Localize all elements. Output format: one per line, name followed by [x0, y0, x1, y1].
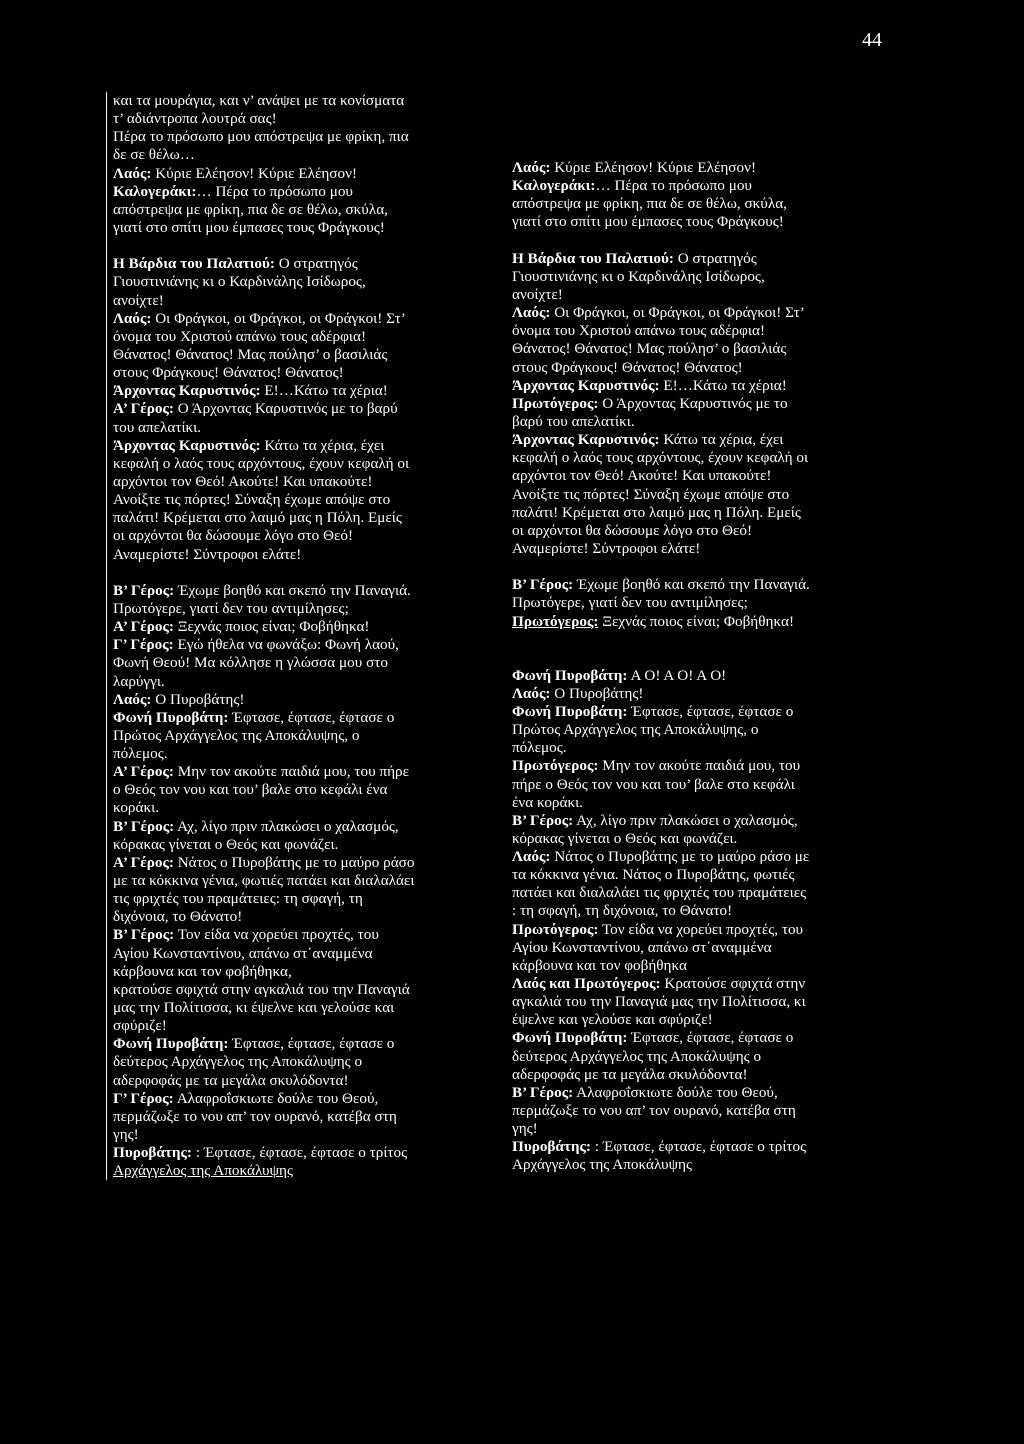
line-text: πόλεμος.	[512, 739, 567, 757]
text-line	[113, 292, 493, 310]
text-line	[113, 165, 493, 183]
line-text: Ο Πυροβάτης!	[151, 690, 245, 708]
speaker-name: Λαός:	[512, 848, 551, 866]
line-text: διχόνοια, το Θάνατο!	[113, 908, 243, 926]
line-text: Ο στρατηγός	[673, 249, 757, 267]
line-text: βαρύ του απελατίκι.	[512, 412, 635, 430]
text-line	[113, 836, 493, 854]
line-text: Α Ο! Α Ο! Α Ο!	[627, 666, 727, 684]
text-line	[512, 413, 892, 431]
text-line	[512, 177, 892, 195]
line-text: γης!	[512, 1120, 538, 1138]
text-line	[512, 993, 892, 1011]
text-line	[113, 382, 493, 400]
text-line	[113, 926, 493, 944]
line-text: μας την Πολίτισσα, κι έψελνε και γελούσε και	[113, 999, 395, 1017]
line-text: τ’ αδιάντροπα λουτρά σας!	[113, 110, 277, 128]
text-line	[113, 255, 493, 273]
speaker-name: Λαός:	[512, 304, 551, 322]
line-text: αδερφοφάς με τα μεγάλα σκυλόδοντα!	[512, 1065, 748, 1083]
line-text: Κρατούσε σφιχτά στην	[660, 975, 806, 993]
text-line	[512, 576, 892, 594]
speaker-name: Λαός:	[512, 684, 551, 702]
text-line	[113, 999, 493, 1017]
text-line	[512, 195, 892, 213]
text-line	[113, 509, 493, 527]
text-line	[113, 219, 493, 237]
speaker-name: Β’ Γέρος:	[113, 581, 175, 599]
text-line	[113, 491, 493, 509]
line-text: κεφαλή ο λαός τους αρχόντους, έχουν κεφαλή οι	[113, 454, 410, 472]
text-line	[113, 981, 493, 999]
line-gap	[512, 631, 892, 667]
text-line	[113, 92, 493, 110]
text-line	[512, 159, 892, 177]
text-line	[113, 872, 493, 890]
line-text: Πρώτος Αρχάγγελος της Αποκάλυψης, ο	[512, 721, 759, 739]
line-text: αδερφοφάς με τα μεγάλα σκυλόδοντα!	[113, 1071, 349, 1089]
text-line	[512, 884, 892, 902]
text-line	[113, 763, 493, 781]
line-text: στους Φράγκους! Θάνατος! Θάνατος!	[113, 364, 344, 382]
speaker-name: Φωνή Πυροβάτη:	[512, 1029, 628, 1047]
text-line	[512, 830, 892, 848]
line-text: κοράκι.	[113, 799, 159, 817]
speaker-name: Α’ Γέρος:	[113, 763, 174, 781]
text-line	[113, 310, 493, 328]
text-line	[512, 939, 892, 957]
line-text: Νάτος ο Πυροβάτης με το μαύρο ράσο	[173, 853, 415, 871]
line-text: αρχόντοι τον Θεό! Ακούτε! Και υπακούτε!	[113, 472, 373, 490]
line-text: ένα κοράκι.	[512, 793, 583, 811]
line-text: : Έφτασε, έφτασε, έφτασε ο τρίτος	[192, 1144, 408, 1162]
line-text: Θάνατος! Θάνατος! Μας πούλησ’ ο βασιλιάς	[512, 340, 787, 358]
line-text: με τα κόκκινα γένια, φωτιές πατάει και διαλαλάει	[113, 872, 415, 890]
line-text: Έχωμε βοηθό και σκεπό την Παναγιά.	[174, 581, 411, 599]
line-text: λαρύγγι.	[113, 672, 165, 690]
line-text: Ανοίξτε τις πόρτες! Σύναξη έχωμε απόψε στο	[512, 485, 790, 503]
line-text: περμάζωξε το νου απ’ τον ουρανό, κατέβα στη	[113, 1107, 397, 1125]
text-line	[113, 709, 493, 727]
line-text: Αγίου Κωνσταντίνου, απάνω στ΄αναμμένα	[512, 938, 772, 956]
text-line	[113, 745, 493, 763]
line-text: Πρώτος Αρχάγγελος της Αποκάλυψης, ο	[113, 726, 360, 744]
text-line	[512, 250, 892, 268]
line-text: απόστρεψα με φρίκη, πια δε σε θέλω, σκύλα,	[512, 195, 787, 213]
line-text: Έφτασε, έφτασε, έφτασε ο	[627, 702, 794, 720]
text-line	[113, 1053, 493, 1071]
text-line	[113, 201, 493, 219]
text-line	[512, 594, 892, 612]
line-text: Έχωμε βοηθό και σκεπό την Παναγιά.	[573, 576, 810, 594]
text-line	[113, 1144, 493, 1162]
line-text: απόστρεψα με φρίκη, πια δε σε θέλω, σκύλα,	[113, 200, 388, 218]
speaker-name: Άρχοντας Καρυστινός:	[113, 382, 261, 400]
line-text: Κύριε Ελέησον! Κύριε Ελέησον!	[550, 159, 757, 176]
text-line	[113, 654, 493, 672]
line-text: Οι Φράγκοι, οι Φράγκοι, οι Φράγκοι! Στ’	[550, 304, 805, 322]
line-text: δε σε θέλω…	[113, 146, 195, 164]
text-line	[512, 504, 892, 522]
text-line	[113, 473, 493, 491]
line-text: δεύτερος Αρχάγγελος της Αποκάλυψης ο	[512, 1047, 762, 1065]
line-text: Κάτω τα χέρια, έχει	[260, 436, 385, 454]
text-line	[113, 364, 493, 382]
line-text: Κάτω τα χέρια, έχει	[659, 431, 784, 449]
text-line	[113, 691, 493, 709]
text-line	[113, 183, 493, 201]
line-text: στους Φράγκους! Θάνατος! Θάνατος!	[512, 358, 743, 376]
text-line	[512, 1102, 892, 1120]
line-text: ανοίχτε!	[512, 285, 563, 303]
line-text: και τα μουράγια, και ν’ ανάψει με τα κονίσματα	[113, 92, 405, 109]
text-line	[113, 727, 493, 745]
speaker-name: Α’ Γέρος:	[113, 618, 174, 636]
line-gap	[512, 558, 892, 576]
text-line	[113, 527, 493, 545]
line-text: Φωνή Θεού! Μα κόλλησε η γλώσσα μου στο	[113, 654, 388, 672]
text-line	[512, 757, 892, 775]
line-text: οι αρχόντοι θα δώσουμε λόγο στο Θεό!	[113, 527, 353, 545]
line-text: πατάει και διαλαλάει τις φριχτές του πραμάτειες	[512, 884, 807, 902]
line-text: Έφτασε, έφτασε, έφτασε ο	[228, 1035, 395, 1053]
line-text: αρχόντοι τον Θεό! Ακούτε! Και υπακούτε!	[512, 467, 772, 485]
text-line	[113, 890, 493, 908]
speaker-name: Πυροβάτης:	[512, 1138, 591, 1156]
line-text: πήρε ο Θεός τον νου και του’ βαλε στο κεφάλι	[512, 775, 795, 793]
line-text: οι αρχόντοι θα δώσουμε λόγο στο Θεό!	[512, 521, 752, 539]
speaker-name: Λαός:	[113, 309, 152, 327]
text-line	[512, 395, 892, 413]
text-line	[512, 794, 892, 812]
line-gap	[113, 237, 493, 255]
text-line	[512, 902, 892, 920]
line-text: Γιουστινιάνης κι ο Καρδινάλης Ισίδωρος,	[113, 273, 366, 291]
line-text: κάρβουνα και τον φοβήθηκα,	[113, 962, 292, 980]
line-text: Ανοίξτε τις πόρτες! Σύναξη έχωμε απόψε στο	[113, 491, 391, 509]
text-line	[512, 213, 892, 231]
text-line	[512, 1066, 892, 1084]
line-text: Πέρα το πρόσωπο μου απόστρεψα με φρίκη, πια	[113, 128, 409, 146]
speaker-name: Πρωτόγερος:	[512, 612, 599, 630]
line-text: Θάνατος! Θάνατος! Μας πούλησ’ ο βασιλιάς	[113, 345, 388, 363]
line-text: κεφαλή ο λαός τους αρχόντους, έχουν κεφαλή οι	[512, 449, 809, 467]
line-text: δεύτερος Αρχάγγελος της Αποκάλυψης ο	[113, 1053, 363, 1071]
line-text: αγκαλιά του την Παναγιά μας την Πολίτισσα, κι	[512, 993, 806, 1011]
speaker-name: Η Βάρδια του Παλατιού:	[113, 255, 275, 273]
text-line	[512, 1156, 892, 1174]
line-text: Αχ, λίγο πριν πλακώσει ο χαλασμός,	[573, 811, 798, 829]
line-text: τα κόκκινα γένια. Νάτος ο Πυροβάτης, φωτιές	[512, 866, 795, 884]
line-text: Έφτασε, έφτασε, έφτασε ο	[627, 1029, 794, 1047]
text-line	[113, 600, 493, 618]
line-text: Ο Πυροβάτης!	[550, 684, 644, 702]
text-line	[512, 322, 892, 340]
text-line	[113, 582, 493, 600]
line-text: Οι Φράγκοι, οι Φράγκοι, οι Φράγκοι! Στ’	[151, 309, 406, 327]
speaker-name: Πρωτόγερος:	[512, 394, 599, 412]
speaker-name: Άρχοντας Καρυστινός:	[512, 376, 660, 394]
line-text: περμάζωξε το νου απ’ τον ουρανό, κατέβα στη	[512, 1102, 796, 1120]
text-line	[512, 1048, 892, 1066]
line-text: Πρωτόγερε, γιατί δεν του αντιμίλησες;	[113, 599, 349, 617]
text-line	[113, 455, 493, 473]
text-line	[113, 673, 493, 691]
line-text: ο Θεός τον νου και του’ βαλε στο κεφάλι ένα	[113, 781, 388, 799]
speaker-name: Λαός:	[113, 164, 152, 182]
text-line	[512, 613, 892, 631]
text-line	[113, 854, 493, 872]
line-text: ανοίχτε!	[113, 291, 164, 309]
line-text: γιατί στο σπίτι μου έμπασες τους Φράγκους!	[512, 213, 784, 231]
line-text: … Πέρα το πρόσωπο μου	[595, 177, 752, 195]
line-text: Αλαφροΐσκιωτε δούλε του Θεού,	[173, 1089, 379, 1107]
left-column	[106, 92, 493, 1180]
line-text: Ο στρατηγός	[274, 255, 358, 273]
text-line	[113, 110, 493, 128]
line-text: γιατί στο σπίτι μου έμπασες τους Φράγκους!	[113, 218, 385, 236]
line-text: Τον είδα να χορεύει προχτές, του	[174, 926, 379, 944]
text-line	[113, 273, 493, 291]
line-text: Ξεχνάς ποιος είναι; Φοβήθηκα!	[173, 618, 370, 636]
line-text: έψελνε και γελούσε και σφύριζε!	[512, 1011, 713, 1029]
text-line	[113, 346, 493, 364]
line-text: Ο Άρχοντας Καρυστινός με το	[598, 394, 788, 412]
line-text: Κύριε Ελέησον! Κύριε Ελέησον!	[151, 164, 358, 182]
text-line	[113, 908, 493, 926]
text-line	[512, 1011, 892, 1029]
speaker-name: Η Βάρδια του Παλατιού:	[512, 249, 674, 267]
text-line	[113, 781, 493, 799]
line-text: Αχ, λίγο πριν πλακώσει ο χαλασμός,	[174, 817, 399, 835]
text-line	[512, 522, 892, 540]
text-line	[113, 128, 493, 146]
line-text: πόλεμος.	[113, 745, 168, 763]
line-text: Αγίου Κωνσταντίνου, απάνω στ΄αναμμένα	[113, 944, 373, 962]
line-text: Τον είδα να χορεύει προχτές, του	[598, 920, 804, 938]
text-line	[512, 540, 892, 558]
text-line	[512, 286, 892, 304]
text-line	[512, 667, 892, 685]
line-text: κόρακας γίνεται ο Θεός και φωνάζει.	[113, 835, 339, 853]
text-line	[512, 975, 892, 993]
text-line	[512, 721, 892, 739]
line-text: Έφτασε, έφτασε, έφτασε ο	[228, 708, 395, 726]
text-line	[512, 866, 892, 884]
text-line	[113, 636, 493, 654]
line-gap	[113, 564, 493, 582]
text-line	[512, 957, 892, 975]
text-line	[512, 1029, 892, 1047]
text-line	[512, 268, 892, 286]
line-text: Νάτος ο Πυροβάτης με το μαύρο ράσο με	[550, 848, 810, 866]
text-line	[512, 1138, 892, 1156]
speaker-name: Α’ Γέρος:	[113, 400, 174, 418]
text-line	[113, 963, 493, 981]
text-line	[113, 400, 493, 418]
speaker-name: Λαός και Πρωτόγερος:	[512, 975, 661, 993]
speaker-name: Καλογεράκι:	[512, 177, 596, 195]
line-text: Πρωτόγερε, γιατί δεν του αντιμίλησες;	[512, 594, 748, 612]
text-line	[113, 419, 493, 437]
line-text: κάρβουνα και τον φοβήθηκα	[512, 956, 687, 974]
line-text: Ε!…Κάτω τα χέρια!	[260, 382, 388, 400]
text-line	[512, 486, 892, 504]
speaker-name: Β’ Γέρος:	[512, 576, 574, 594]
line-gap	[512, 232, 892, 250]
text-line	[512, 812, 892, 830]
text-line	[113, 818, 493, 836]
speaker-name: Β’ Γέρος:	[512, 1083, 574, 1101]
line-text: : τη σφαγή, τη διχόνοια, το Θάνατο!	[512, 902, 733, 920]
speaker-name: Β’ Γέρος:	[113, 817, 175, 835]
text-line	[113, 1017, 493, 1035]
line-text: Ξεχνάς ποιος είναι; Φοβήθηκα!	[598, 612, 794, 630]
speaker-name: Γ’ Γέρος:	[113, 1089, 174, 1107]
text-line	[113, 437, 493, 455]
text-line	[512, 304, 892, 322]
text-line	[512, 359, 892, 377]
text-line	[512, 1084, 892, 1102]
speaker-name: Καλογεράκι:	[113, 182, 197, 200]
text-line	[512, 685, 892, 703]
text-line	[512, 739, 892, 757]
text-line	[113, 618, 493, 636]
line-text: Αναμερίστε! Σύντροφοι ελάτε!	[512, 539, 701, 557]
line-text: Εγώ ήθελα να φωνάξω: Φωνή λαού,	[173, 636, 399, 654]
speaker-name: Φωνή Πυροβάτη:	[113, 1035, 229, 1053]
line-text: του απελατίκι.	[113, 418, 202, 436]
speaker-name: Λαός:	[113, 690, 152, 708]
line-text: όνομα του Χριστού απάνω τους αδέρφια!	[113, 327, 367, 345]
text-line	[512, 431, 892, 449]
text-line	[512, 467, 892, 485]
text-line	[113, 945, 493, 963]
text-line	[113, 799, 493, 817]
text-line	[113, 146, 493, 164]
line-text: κόρακας γίνεται ο Θεός και φωνάζει.	[512, 829, 738, 847]
line-text: τις φριχτές του πραμάτειες: τη σφαγή, τη	[113, 890, 363, 908]
line-text: γης!	[113, 1126, 139, 1144]
text-line	[512, 776, 892, 794]
text-line	[113, 1072, 493, 1090]
text-line	[512, 377, 892, 395]
line-text: σφύριζε!	[113, 1017, 167, 1035]
speaker-name: Φωνή Πυροβάτη:	[512, 702, 628, 720]
right-column	[512, 159, 892, 1175]
line-text: κρατούσε σφιχτά στην αγκαλιά του την Παναγιά	[113, 980, 410, 998]
line-text: όνομα του Χριστού απάνω τους αδέρφια!	[512, 322, 766, 340]
line-text: : Έφτασε, έφτασε, έφτασε ο τρίτος	[591, 1138, 807, 1156]
speaker-name: Άρχοντας Καρυστινός:	[512, 431, 660, 449]
text-line	[512, 1120, 892, 1138]
line-text: Ε!…Κάτω τα χέρια!	[659, 376, 787, 394]
speaker-name: Πρωτόγερος:	[512, 920, 599, 938]
text-line	[113, 1126, 493, 1144]
speaker-name: Φωνή Πυροβάτη:	[113, 708, 229, 726]
text-line	[512, 848, 892, 866]
line-text: Ο Άρχοντας Καρυστινός με το βαρύ	[173, 400, 398, 418]
line-text: Μην τον ακούτε παιδιά μου, του	[598, 757, 801, 775]
text-line	[113, 328, 493, 346]
speaker-name: Φωνή Πυροβάτη:	[512, 666, 628, 684]
speaker-name: Άρχοντας Καρυστινός:	[113, 436, 261, 454]
speaker-name: Α’ Γέρος:	[113, 853, 174, 871]
text-line	[512, 449, 892, 467]
speaker-name: Β’ Γέρος:	[512, 811, 574, 829]
text-line	[113, 1162, 493, 1180]
text-line	[512, 703, 892, 721]
line-text: Αλαφροΐσκιωτε δούλε του Θεού,	[573, 1083, 778, 1101]
line-text: Γιουστινιάνης κι ο Καρδινάλης Ισίδωρος,	[512, 267, 765, 285]
speaker-name: Γ’ Γέρος:	[113, 636, 174, 654]
line-text: Αναμερίστε! Σύντροφοι ελάτε!	[113, 545, 302, 563]
line-text: παλάτι! Κρέμεται στο λαιμό μας η Πόλη. Εμείς	[512, 503, 801, 521]
text-line	[113, 1090, 493, 1108]
page-number: 44	[862, 29, 882, 51]
text-line	[512, 921, 892, 939]
text-line	[113, 1108, 493, 1126]
speaker-name: Λαός:	[512, 159, 551, 176]
line-text: Αρχάγγελος της Αποκάλυψης	[113, 1162, 294, 1180]
line-text: Μην τον ακούτε παιδιά μου, του πήρε	[173, 763, 409, 781]
text-line	[113, 1035, 493, 1053]
speaker-name: Πυροβάτης:	[113, 1144, 192, 1162]
line-text: Αρχάγγελος της Αποκάλυψης	[512, 1156, 693, 1174]
speaker-name: Πρωτόγερος:	[512, 757, 599, 775]
speaker-name: Β’ Γέρος:	[113, 926, 175, 944]
text-line	[512, 340, 892, 358]
text-line	[113, 546, 493, 564]
line-text: παλάτι! Κρέμεται στο λαιμό μας η Πόλη. Εμείς	[113, 509, 402, 527]
line-text: … Πέρα το πρόσωπο μου	[196, 182, 353, 200]
